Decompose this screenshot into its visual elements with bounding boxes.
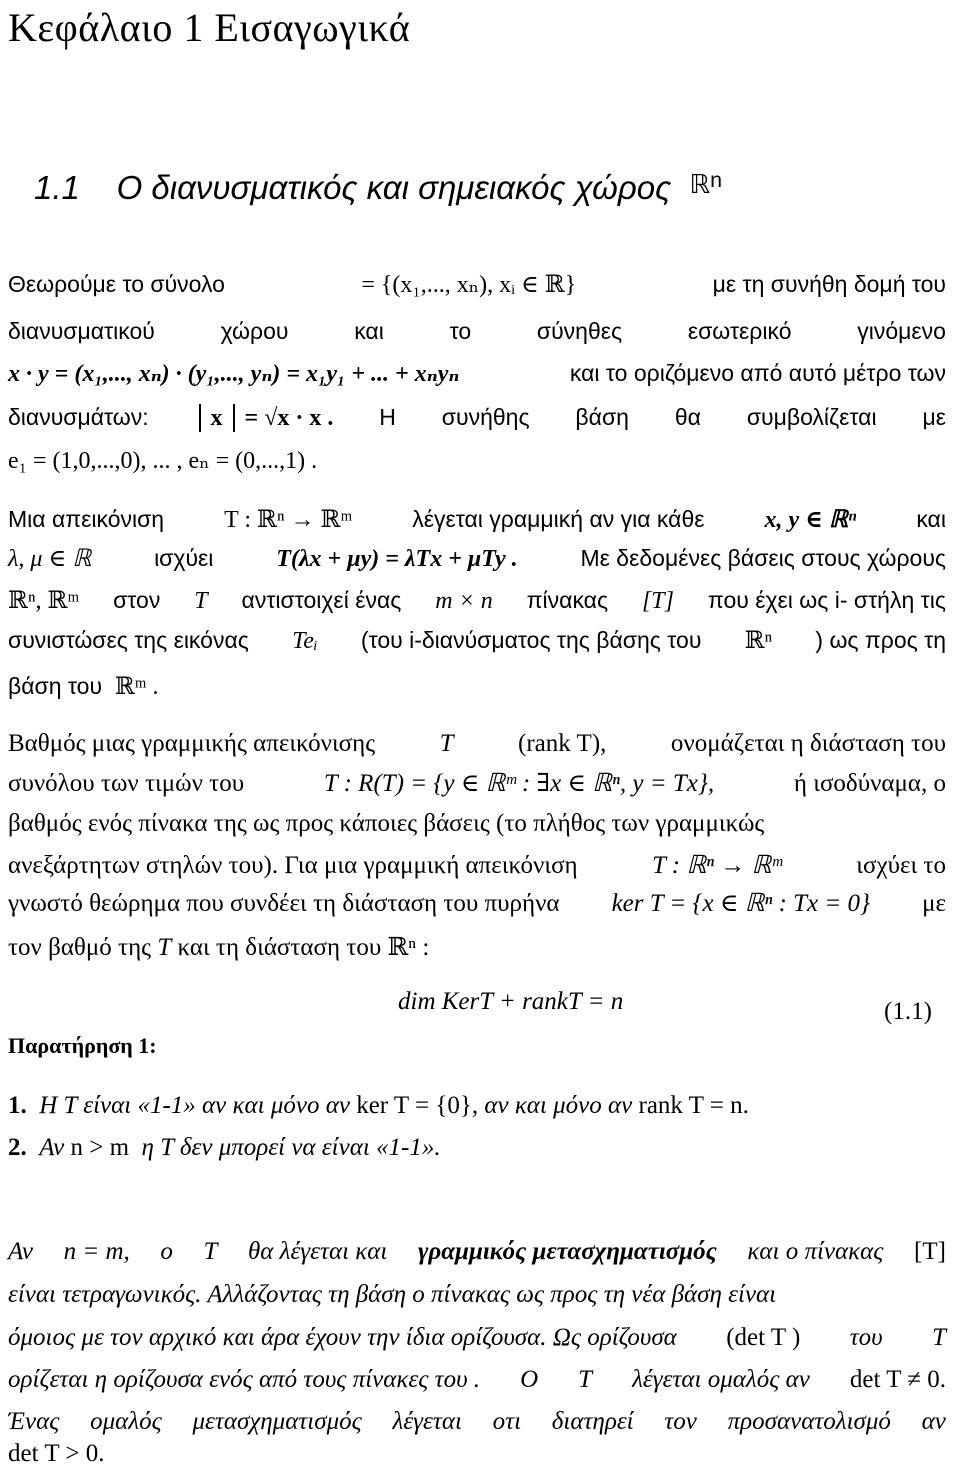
- para4-line2: είναι τετραγωνικός. Αλλάζοντας τη βάση ο πίνακας ως προς τη νέα βάση είναι: [8, 1281, 777, 1308]
- para3-line6: τον βαθμό της T και τη διάσταση του ℝⁿ :: [8, 934, 430, 961]
- para4-line1: Αν n = m, ο T θα λέγεται και γραμμικός μετασχηματισμός και ο πίνακας [T]: [8, 1238, 946, 1265]
- range-formula: T : R(T) = {y ∈ ℝᵐ : ∃x ∈ ℝⁿ, y = Tx},: [323, 770, 715, 797]
- set-definition: = {(x₁,..., xₙ), xᵢ ∈ ℝ}: [361, 272, 577, 298]
- chapter-title: Κεφάλαιο 1 Εισαγωγικά: [8, 5, 411, 50]
- para2-line3: ℝⁿ, ℝᵐ στον T αντιστοιχεί ένας m × n πίνακας [T] που έχει ως i- στήλη τις: [8, 587, 946, 614]
- para2-line4: συνιστώσες της εικόνας Teᵢ (του i-διανύσματος της βάσης του ℝⁿ ) ως προς τη: [8, 627, 946, 654]
- remark-item-2: 2. Αν n > m η Τ δεν μπορεί να είναι «1-1».: [8, 1134, 441, 1161]
- para1-line4: διανυσμάτων: x = √x · x . Η συνήθης βάση θα συμβολίζεται με: [8, 404, 946, 431]
- para3-line5: γνωστό θεώρημα που συνδέει τη διάσταση του πυρήνα ker T = {x ∈ ℝⁿ : Tx = 0} με: [8, 890, 946, 917]
- equation-number: (1.1): [884, 998, 932, 1025]
- section-title: [34, 168, 946, 207]
- para3-line4: ανεξάρτητων στηλών του). Για μια γραμμική απεικόνιση T : ℝⁿ → ℝᵐ ισχύει το: [8, 852, 946, 879]
- kernel-formula: ker T = {x ∈ ℝⁿ : Tx = 0}: [611, 890, 871, 917]
- para1-line3: x · y = (x₁,..., xₙ) · (y₁,..., yₙ) = x₁y₁ + ... + xₙyₙ και το οριζόμενο από αυτό μέτρο των: [8, 360, 946, 387]
- para2-line1: Μια απεικόνιση T : ℝⁿ → ℝᵐ λέγεται γραμμική αν για κάθε x, y ∈ ℝⁿ και: [8, 506, 946, 533]
- para1-line1: Θεωρούμε το σύνολο = {(x₁,..., xₙ), xᵢ ∈ ℝ} με τη συνήθη δομή του: [8, 271, 946, 298]
- bold-term: γραμμικός μετασχηματισμός: [417, 1238, 717, 1265]
- para2-line2: λ, μ ∈ ℝ ισχύει T(λx + μy) = λTx + μTy . Με δεδομένες βάσεις στους χώρους: [8, 545, 946, 572]
- para4-line3: όμοιος με τον αρχικό και άρα έχουν την ίδια ορίζουσα. Ως ορίζουσα (det T ) του T: [8, 1324, 946, 1351]
- section-heading: Ο διανυσματικός και σημειακός χώρος: [116, 169, 672, 206]
- section-number: 1.1: [34, 169, 80, 206]
- para3-line3: βαθμός ενός πίνακα της ως προς κάποιες βάσεις (το πλήθος των γραμμικώς: [8, 810, 765, 837]
- remark-title: Παρατήρηση 1:: [8, 1033, 157, 1058]
- para4-line4: ορίζεται η ορίζουσα ενός από τους πίνακες του . Ο T λέγεται ομαλός αν det T ≠ 0.: [8, 1366, 946, 1393]
- linear-map: T : ℝⁿ → ℝᵐ: [224, 507, 353, 533]
- section-symbol-sup: n: [710, 168, 723, 192]
- para1-line2: διανυσματικού χώρου και το σύνηθες εσωτερικό γινόμενο: [8, 318, 946, 344]
- para2-line5: βάση του ℝᵐ .: [8, 673, 159, 700]
- para3-line1: Βαθμός μιας γραμμικής απεικόνισης T (rank T), ονομάζεται η διάσταση του: [8, 730, 946, 757]
- rank-nullity-equation: dim KerT + rankT = n: [398, 988, 624, 1015]
- linearity-formula: T(λx + μy) = λTx + μTy .: [276, 546, 518, 572]
- para4-line6: det T > 0.: [8, 1440, 105, 1467]
- remark-item-1: 1. Η Τ είναι «1-1» αν και μόνο αν ker T = {0}, αν και μόνο αν rank T = n.: [8, 1092, 749, 1119]
- section-symbol: ℝ: [689, 170, 711, 200]
- para4-line5: Ένας ομαλός μετασχηματισμός λέγεται οτι διατηρεί τον προσανατολισμό αν: [8, 1408, 946, 1435]
- basis-vectors: e₁ = (1,0,...,0), ... , eₙ = (0,...,1) .: [8, 448, 318, 474]
- norm-formula: x = √x · x .: [195, 404, 334, 432]
- inner-product-formula: x · y = (x₁,..., xₙ) · (y₁,..., yₙ) = x₁y₁ + ... + xₙyₙ: [8, 361, 460, 387]
- para3-line2: συνόλου των τιμών του T : R(T) = {y ∈ ℝᵐ : ∃x ∈ ℝⁿ, y = Tx}, ή ισοδύναμα, ο: [8, 770, 946, 797]
